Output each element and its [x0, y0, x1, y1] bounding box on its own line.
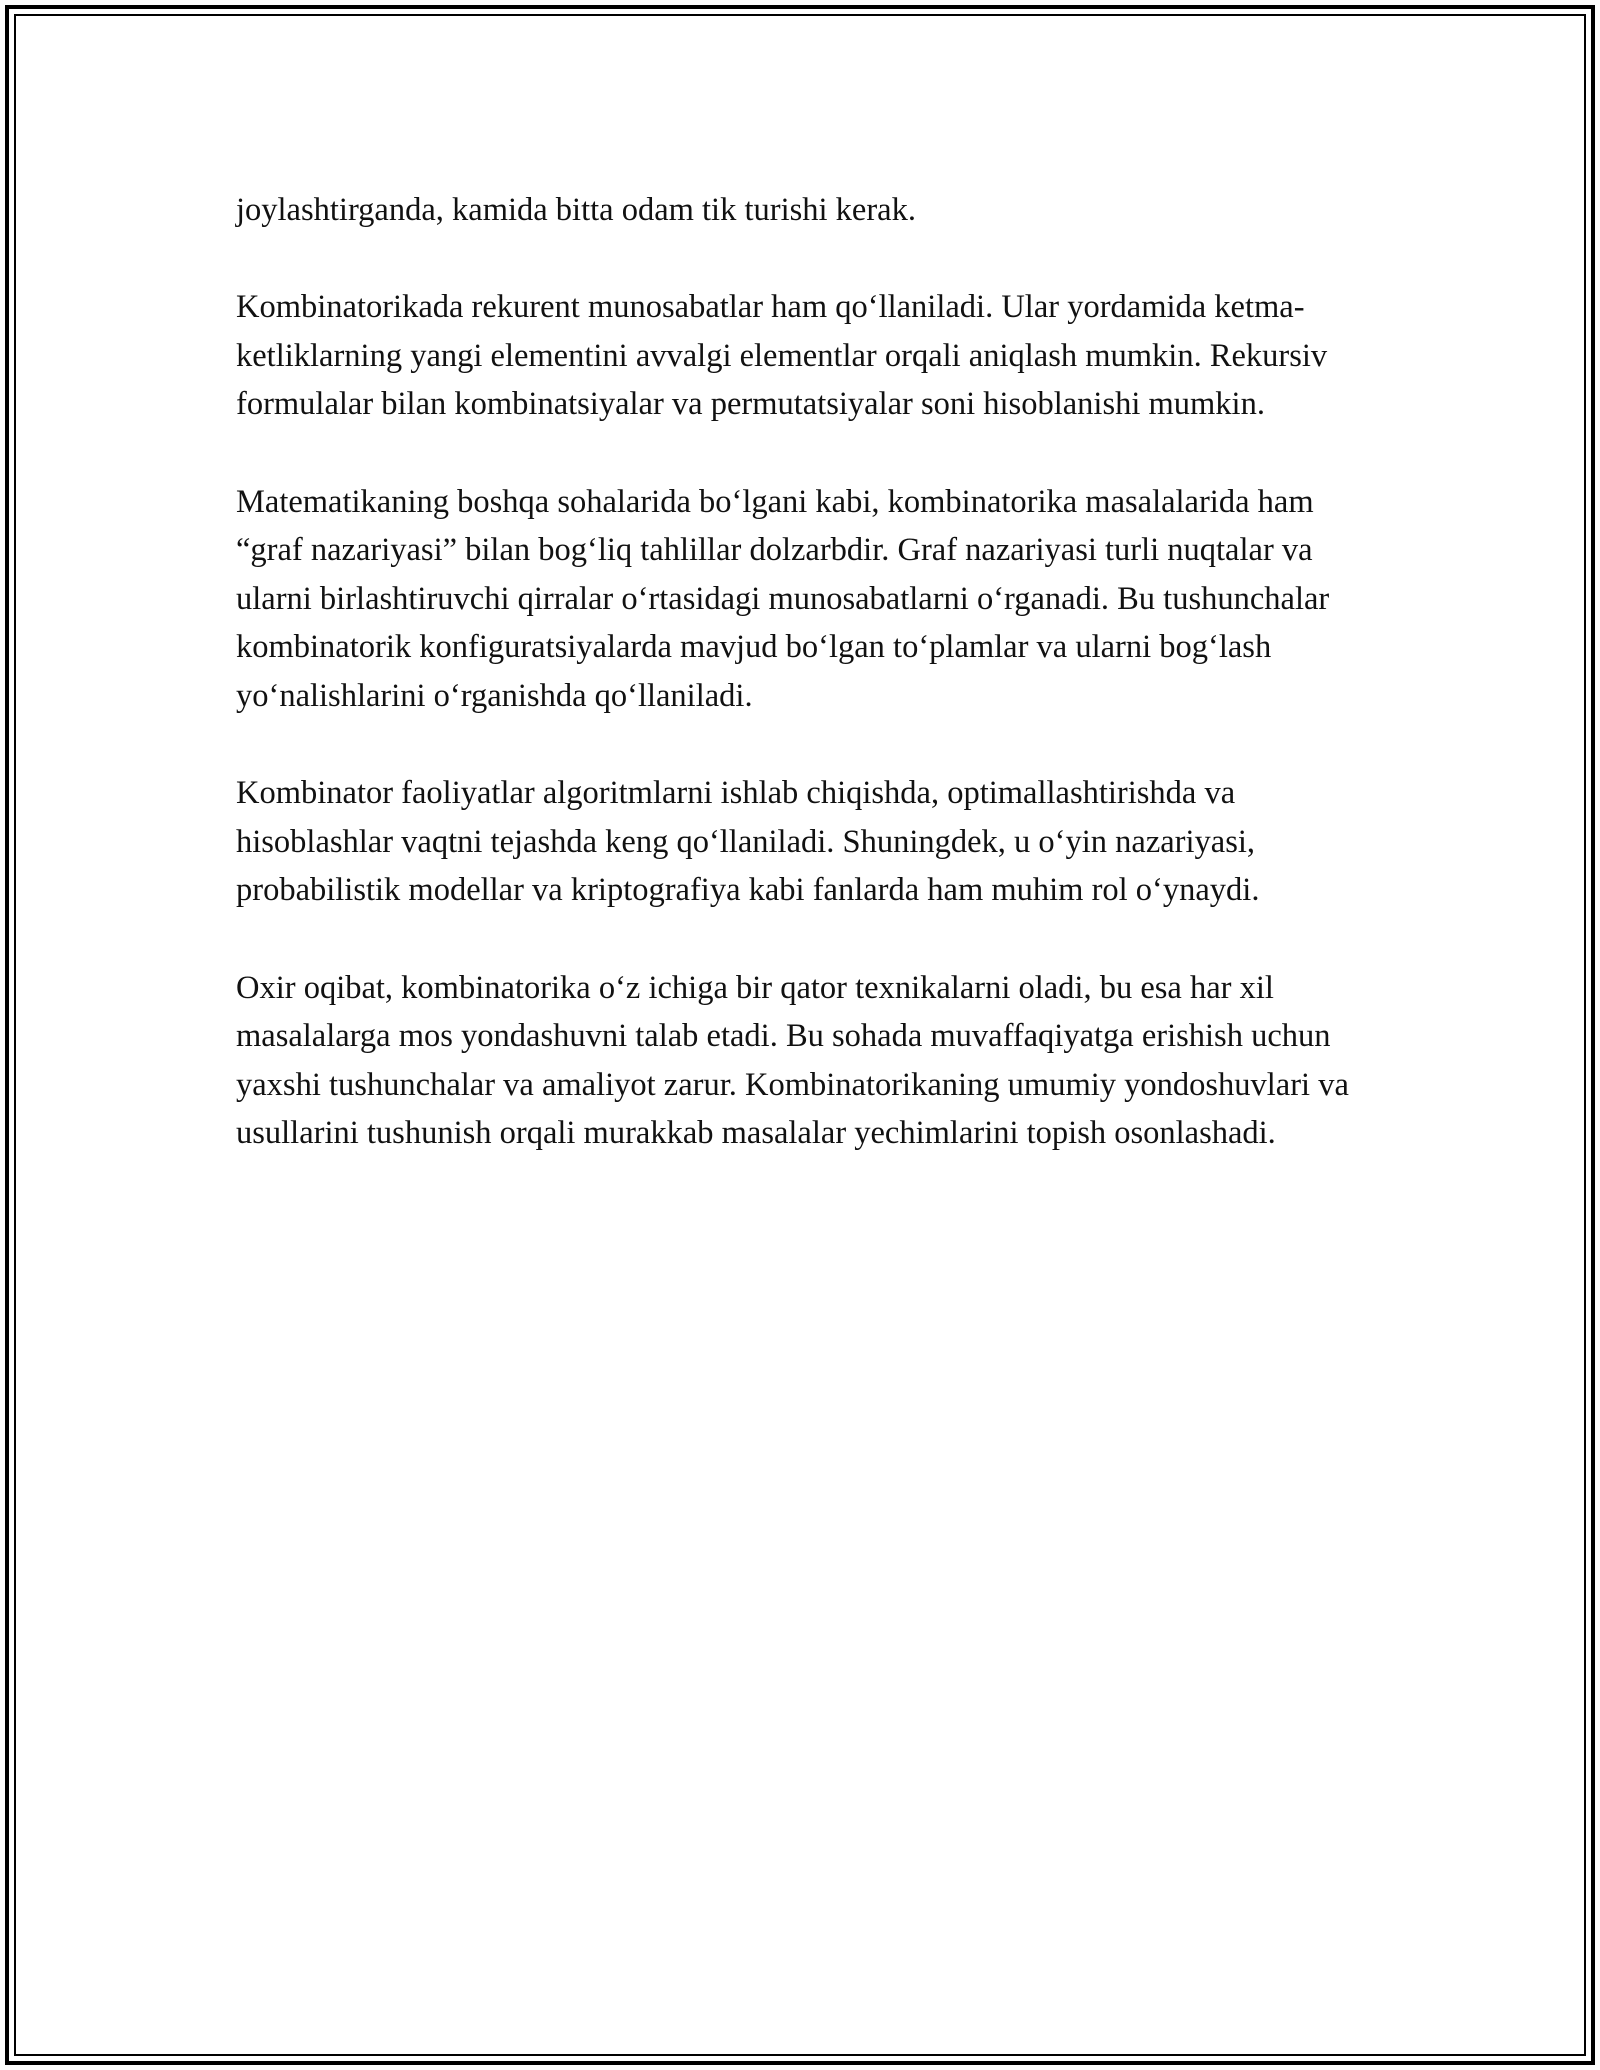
paragraph-applications: Kombinator faoliyatlar algoritmlarni ishlab chiqishda, optimallashtirishda va hisoblashlar vaqtni tejashda keng qo‘llaniladi. Shuningdek, u o‘yin nazariyasi, probabilistik modellar va kriptografiya kabi fanlarda ham muhim rol o‘ynaydi. [236, 775, 1260, 909]
paragraph-continuation: joylashtirganda, kamida bitta odam tik turishi kerak. [236, 192, 916, 228]
document-body [236, 186, 1376, 1158]
paragraph-graph-theory: Matematikaning boshqa sohalarida bo‘lgani kabi, kombinatorika masalalarida ham “graf nazariyasi” bilan bog‘liq tahlillar dolzarbdir. Graf nazariyasi turli nuqtalar va ularni birlashtiruvchi qirralar o‘rtasidagi munosabatlarni o‘rganadi. Bu tushunchalar kombinatorik konfiguratsiyalarda mavjud bo‘lgan to‘plamlar va ularni bog‘lash yo‘nalishlarini o‘rganishda qo‘llaniladi. [236, 483, 1330, 714]
paragraph-recurrence-relations: Kombinatorikada rekurent munosabatlar ham qo‘llaniladi. Ular yordamida ketma-ketliklarning yangi elementini avvalgi elementlar orqali aniqlash mumkin. Rekursiv formulalar bilan kombinatsiyalar va permutatsiyalar soni hisoblanishi mumkin. [236, 289, 1328, 423]
paragraph-conclusion: Oxir oqibat, kombinatorika o‘z ichiga bir qator texnikalarni oladi, bu esa har xil masalalarga mos yondashuvni talab etadi. Bu sohada muvaffaqiyatga erishish uchun yaxshi tushunchalar va amaliyot zarur. Kombinatorikaning umumiy yondoshuvlari va usullarini tushunish orqali murakkab masalalar yechimlarini topish osonlashadi. [236, 969, 1349, 1152]
